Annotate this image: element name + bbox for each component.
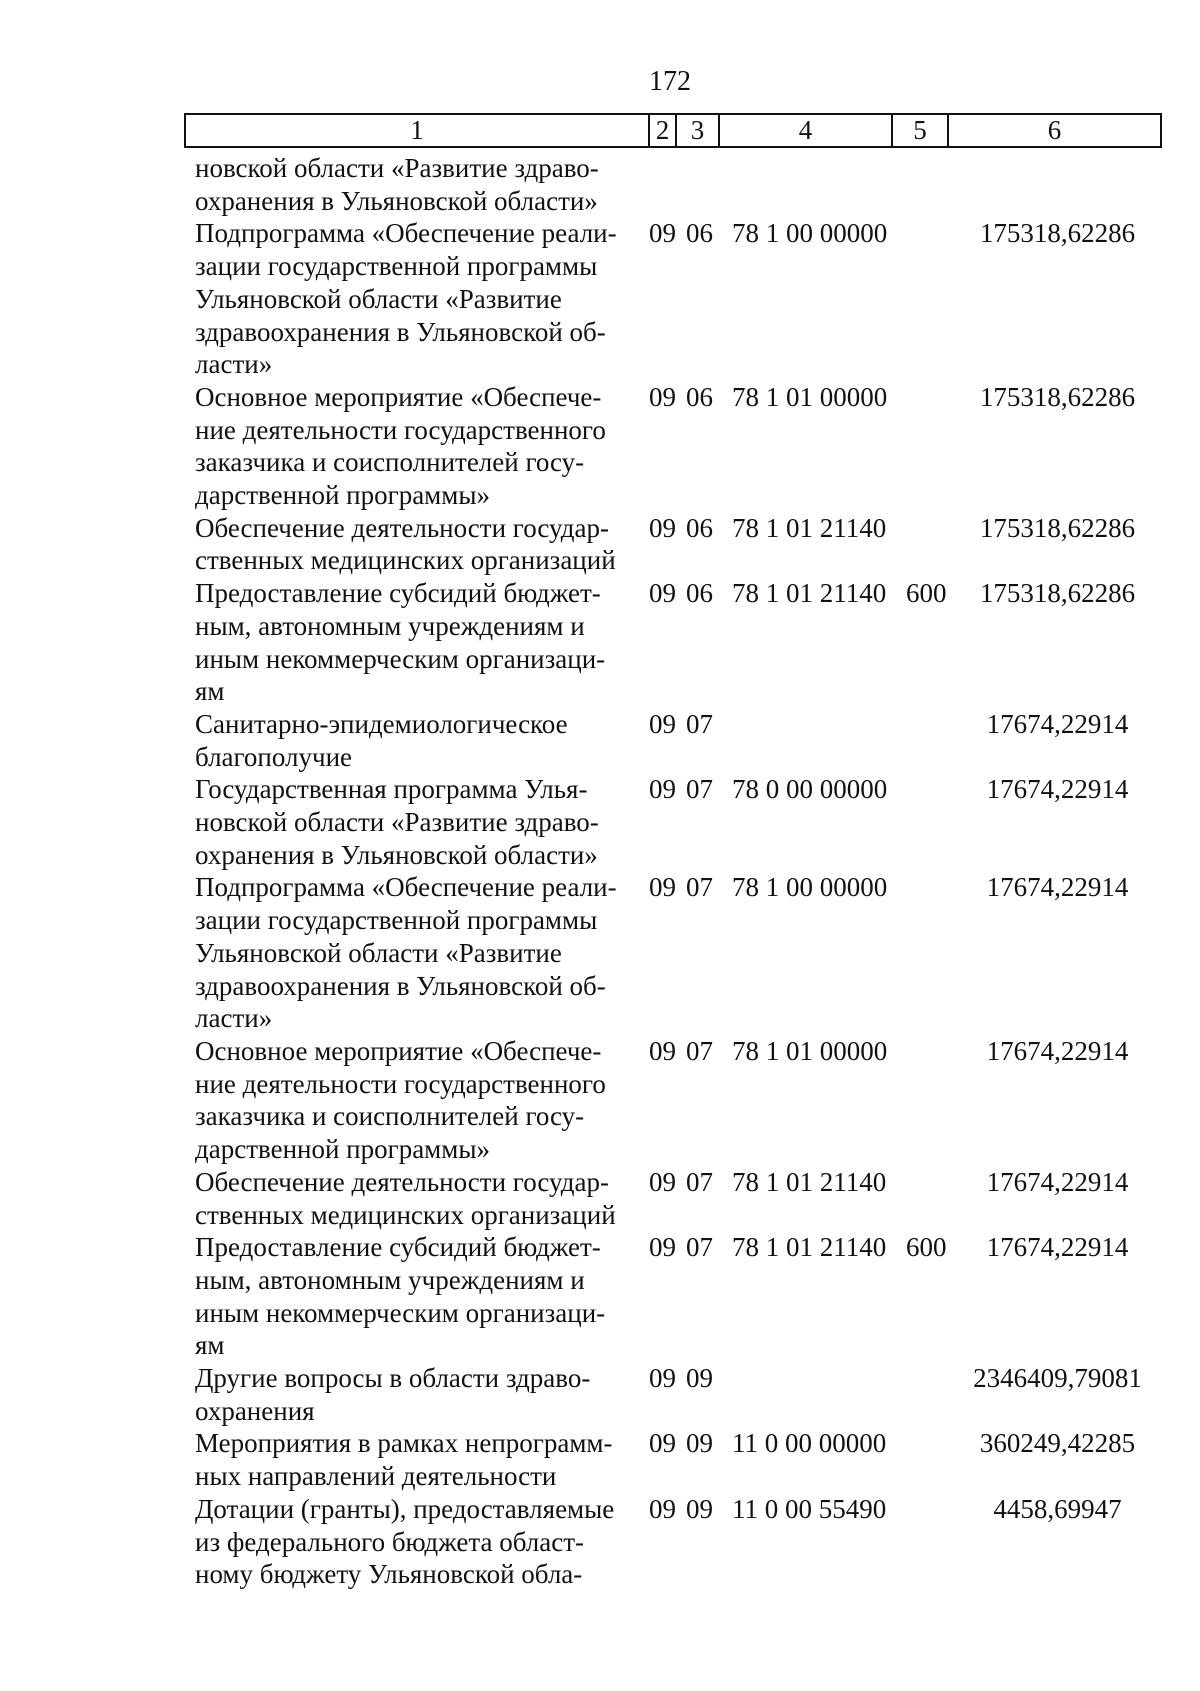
row-name-line: Подпрограмма «Обеспечение реали- (195, 872, 617, 903)
row-subsection-code: 07 (686, 872, 713, 903)
row-name-line: ям (195, 1330, 225, 1361)
row-amount: 17674,22914 (986, 1035, 1129, 1066)
row-section-code: 09 (649, 1428, 676, 1459)
row-name-line: Подпрограмма «Обеспечение реали- (195, 218, 617, 249)
row-name-line: охранения (195, 1395, 315, 1426)
row-target-article: 78 1 01 21140 (732, 578, 887, 609)
row-target-article (728, 152, 906, 217)
row-expense-type (906, 152, 960, 217)
table-row (195, 1231, 1155, 1362)
table-row (195, 577, 1155, 708)
row-expense-type (906, 381, 960, 512)
row-name-line: благополучие (195, 741, 353, 772)
row-target-article: 78 1 01 00000 (732, 1035, 888, 1066)
row-expense-type (906, 1493, 960, 1591)
row-name-line: дарственной программы» (195, 1134, 490, 1165)
row-target-article: 78 1 00 00000 (732, 218, 888, 249)
row-subsection-code: 09 (686, 1363, 713, 1394)
row-subsection-code: 09 (686, 1493, 713, 1524)
row-amount: 4458,69947 (993, 1493, 1122, 1524)
row-name (195, 773, 641, 871)
row-expense-type (906, 1362, 960, 1427)
row-name-line: Мероприятия в рамках непрограмм- (195, 1428, 613, 1459)
row-name-line: Обеспечение деятельности государ- (195, 1166, 610, 1197)
row-amount: 360249,42285 (979, 1428, 1136, 1459)
row-name (195, 577, 641, 708)
table-row (195, 871, 1155, 1035)
row-target-article: 11 0 00 55490 (732, 1493, 887, 1524)
row-name-line: ственных медицинских организаций (195, 1199, 616, 1230)
row-name-line: иным некоммерческим организаци- (195, 643, 606, 674)
row-amount: 175318,62286 (979, 381, 1136, 412)
row-name-line: заказчика и соисполнителей госу- (195, 447, 585, 478)
row-name-line: ласти» (195, 349, 273, 380)
row-section-code: 09 (649, 1363, 676, 1394)
header-col-4: 4 (720, 115, 893, 146)
row-subsection-code: 07 (686, 1166, 713, 1197)
header-col-1: 1 (186, 115, 650, 146)
row-name-line: ственных медицинских организаций (195, 545, 616, 576)
table-row (195, 381, 1155, 512)
row-section-code: 09 (649, 1166, 676, 1197)
row-name-line: ным, автономным учреждениям и (195, 1264, 585, 1295)
row-expense-type: 600 (906, 578, 947, 609)
row-name-line: ям (195, 676, 225, 707)
row-amount: 17674,22914 (986, 774, 1129, 805)
row-name-line: ние деятельности государственного (195, 414, 606, 445)
table-row (195, 708, 1155, 773)
row-subsection-code: 07 (686, 1035, 713, 1066)
row-subsection-code: 07 (686, 1232, 713, 1263)
header-col-3: 3 (677, 115, 720, 146)
row-name-line: здравоохранения в Ульяновской об- (195, 970, 606, 1001)
table-header (184, 113, 1162, 148)
row-target-article: 78 1 01 21140 (732, 512, 887, 543)
row-expense-type (906, 217, 960, 381)
row-amount: 2346409,79081 (973, 1363, 1142, 1394)
row-expense-type (906, 871, 960, 1035)
row-target-article (728, 708, 906, 773)
budget-table-body (195, 152, 1155, 1591)
row-name-line: дарственной программы» (195, 480, 490, 511)
table-row (195, 1362, 1155, 1427)
row-target-article: 78 1 01 00000 (732, 381, 888, 412)
row-name (195, 217, 641, 381)
row-name-line: Ульяновской области «Развитие (195, 937, 562, 968)
row-subsection-code: 09 (686, 1428, 713, 1459)
row-name-line: Ульяновской области «Развитие (195, 283, 562, 314)
row-amount: 17674,22914 (986, 872, 1129, 903)
table-row (195, 773, 1155, 871)
row-subsection-code: 07 (686, 774, 713, 805)
table-row (195, 152, 1155, 217)
row-expense-type (906, 1035, 960, 1166)
row-name-line: ному бюджету Ульяновской обла- (195, 1559, 583, 1590)
row-section-code: 09 (649, 774, 676, 805)
row-name-line: Дотации (гранты), предоставляемые (195, 1493, 615, 1524)
row-section-code: 09 (649, 1035, 676, 1066)
row-expense-type (906, 708, 960, 773)
row-amount: 17674,22914 (986, 1166, 1129, 1197)
header-col-5: 5 (893, 115, 949, 146)
row-amount (960, 152, 1155, 217)
row-section-code: 09 (649, 578, 676, 609)
row-name (195, 1493, 641, 1591)
row-name-line: Основное мероприятие «Обеспече- (195, 381, 602, 412)
table-row (195, 1035, 1155, 1166)
row-name-line: новской области «Развитие здраво- (195, 807, 599, 838)
row-name-line: ным, автономным учреждениям и (195, 610, 585, 641)
row-expense-type (906, 1166, 960, 1231)
row-name-line: Обеспечение деятельности государ- (195, 512, 610, 543)
table-row (195, 1493, 1155, 1591)
table-row (195, 1427, 1155, 1492)
row-target-article (728, 1362, 906, 1427)
row-expense-type: 600 (906, 1232, 947, 1263)
row-section-code (641, 152, 686, 217)
row-name (195, 512, 641, 577)
row-name-line: зации государственной программы (195, 251, 598, 282)
row-name (195, 1362, 641, 1427)
row-name-line: здравоохранения в Ульяновской об- (195, 316, 606, 347)
row-target-article: 78 1 00 00000 (732, 872, 888, 903)
row-subsection-code: 06 (686, 218, 713, 249)
row-name-line: Санитарно-эпидемиологическое (195, 708, 568, 739)
row-name-line: Предоставление субсидий бюджет- (195, 578, 601, 609)
row-name-line: Предоставление субсидий бюджет- (195, 1232, 601, 1263)
row-subsection-code: 06 (686, 578, 713, 609)
row-name (195, 1166, 641, 1231)
row-name-line: Другие вопросы в области здраво- (195, 1363, 591, 1394)
row-subsection-code (686, 152, 728, 217)
row-name-line: ласти» (195, 1003, 273, 1034)
row-name-line: заказчика и соисполнителей госу- (195, 1101, 585, 1132)
row-amount: 175318,62286 (979, 512, 1136, 543)
header-col-2: 2 (650, 115, 677, 146)
row-subsection-code: 06 (686, 381, 713, 412)
row-section-code: 09 (649, 872, 676, 903)
row-section-code: 09 (649, 1232, 676, 1263)
table-row (195, 217, 1155, 381)
row-subsection-code: 06 (686, 512, 713, 543)
row-name-line: новской области «Развитие здраво- (195, 153, 599, 183)
row-name-line: охранения в Ульяновской области» (195, 185, 598, 216)
row-target-article: 11 0 00 00000 (732, 1428, 887, 1459)
row-name-line: ние деятельности государственного (195, 1068, 606, 1099)
row-target-article: 78 0 00 00000 (732, 774, 888, 805)
row-expense-type (906, 773, 960, 871)
row-amount: 175318,62286 (979, 578, 1136, 609)
header-col-6: 6 (1047, 115, 1062, 145)
table-row (195, 512, 1155, 577)
row-section-code: 09 (649, 1493, 676, 1524)
row-expense-type (906, 512, 960, 577)
row-amount: 175318,62286 (979, 218, 1136, 249)
row-name-line: иным некоммерческим организаци- (195, 1297, 606, 1328)
row-amount: 17674,22914 (986, 1232, 1129, 1263)
row-name-line: охранения в Ульяновской области» (195, 839, 598, 870)
page-number: 172 (649, 66, 691, 97)
row-subsection-code: 07 (686, 708, 713, 739)
row-name-line: ных направлений деятельности (195, 1461, 557, 1492)
row-amount: 17674,22914 (986, 708, 1129, 739)
row-name (195, 381, 641, 512)
row-section-code: 09 (649, 381, 676, 412)
row-name (195, 1427, 641, 1492)
row-target-article: 78 1 01 21140 (732, 1232, 887, 1263)
row-name-line: Основное мероприятие «Обеспече- (195, 1035, 602, 1066)
row-target-article: 78 1 01 21140 (732, 1166, 887, 1197)
row-name (195, 152, 641, 217)
row-name-line: зации государственной программы (195, 905, 598, 936)
row-name (195, 871, 641, 1035)
row-expense-type (906, 1427, 960, 1492)
row-section-code: 09 (649, 708, 676, 739)
row-name (195, 1035, 641, 1166)
row-name (195, 708, 641, 773)
row-section-code: 09 (649, 512, 676, 543)
table-row (195, 1166, 1155, 1231)
row-name-line: Государственная программа Улья- (195, 774, 588, 805)
row-section-code: 09 (649, 218, 676, 249)
row-name-line: из федерального бюджета област- (195, 1526, 585, 1557)
row-name (195, 1231, 641, 1362)
